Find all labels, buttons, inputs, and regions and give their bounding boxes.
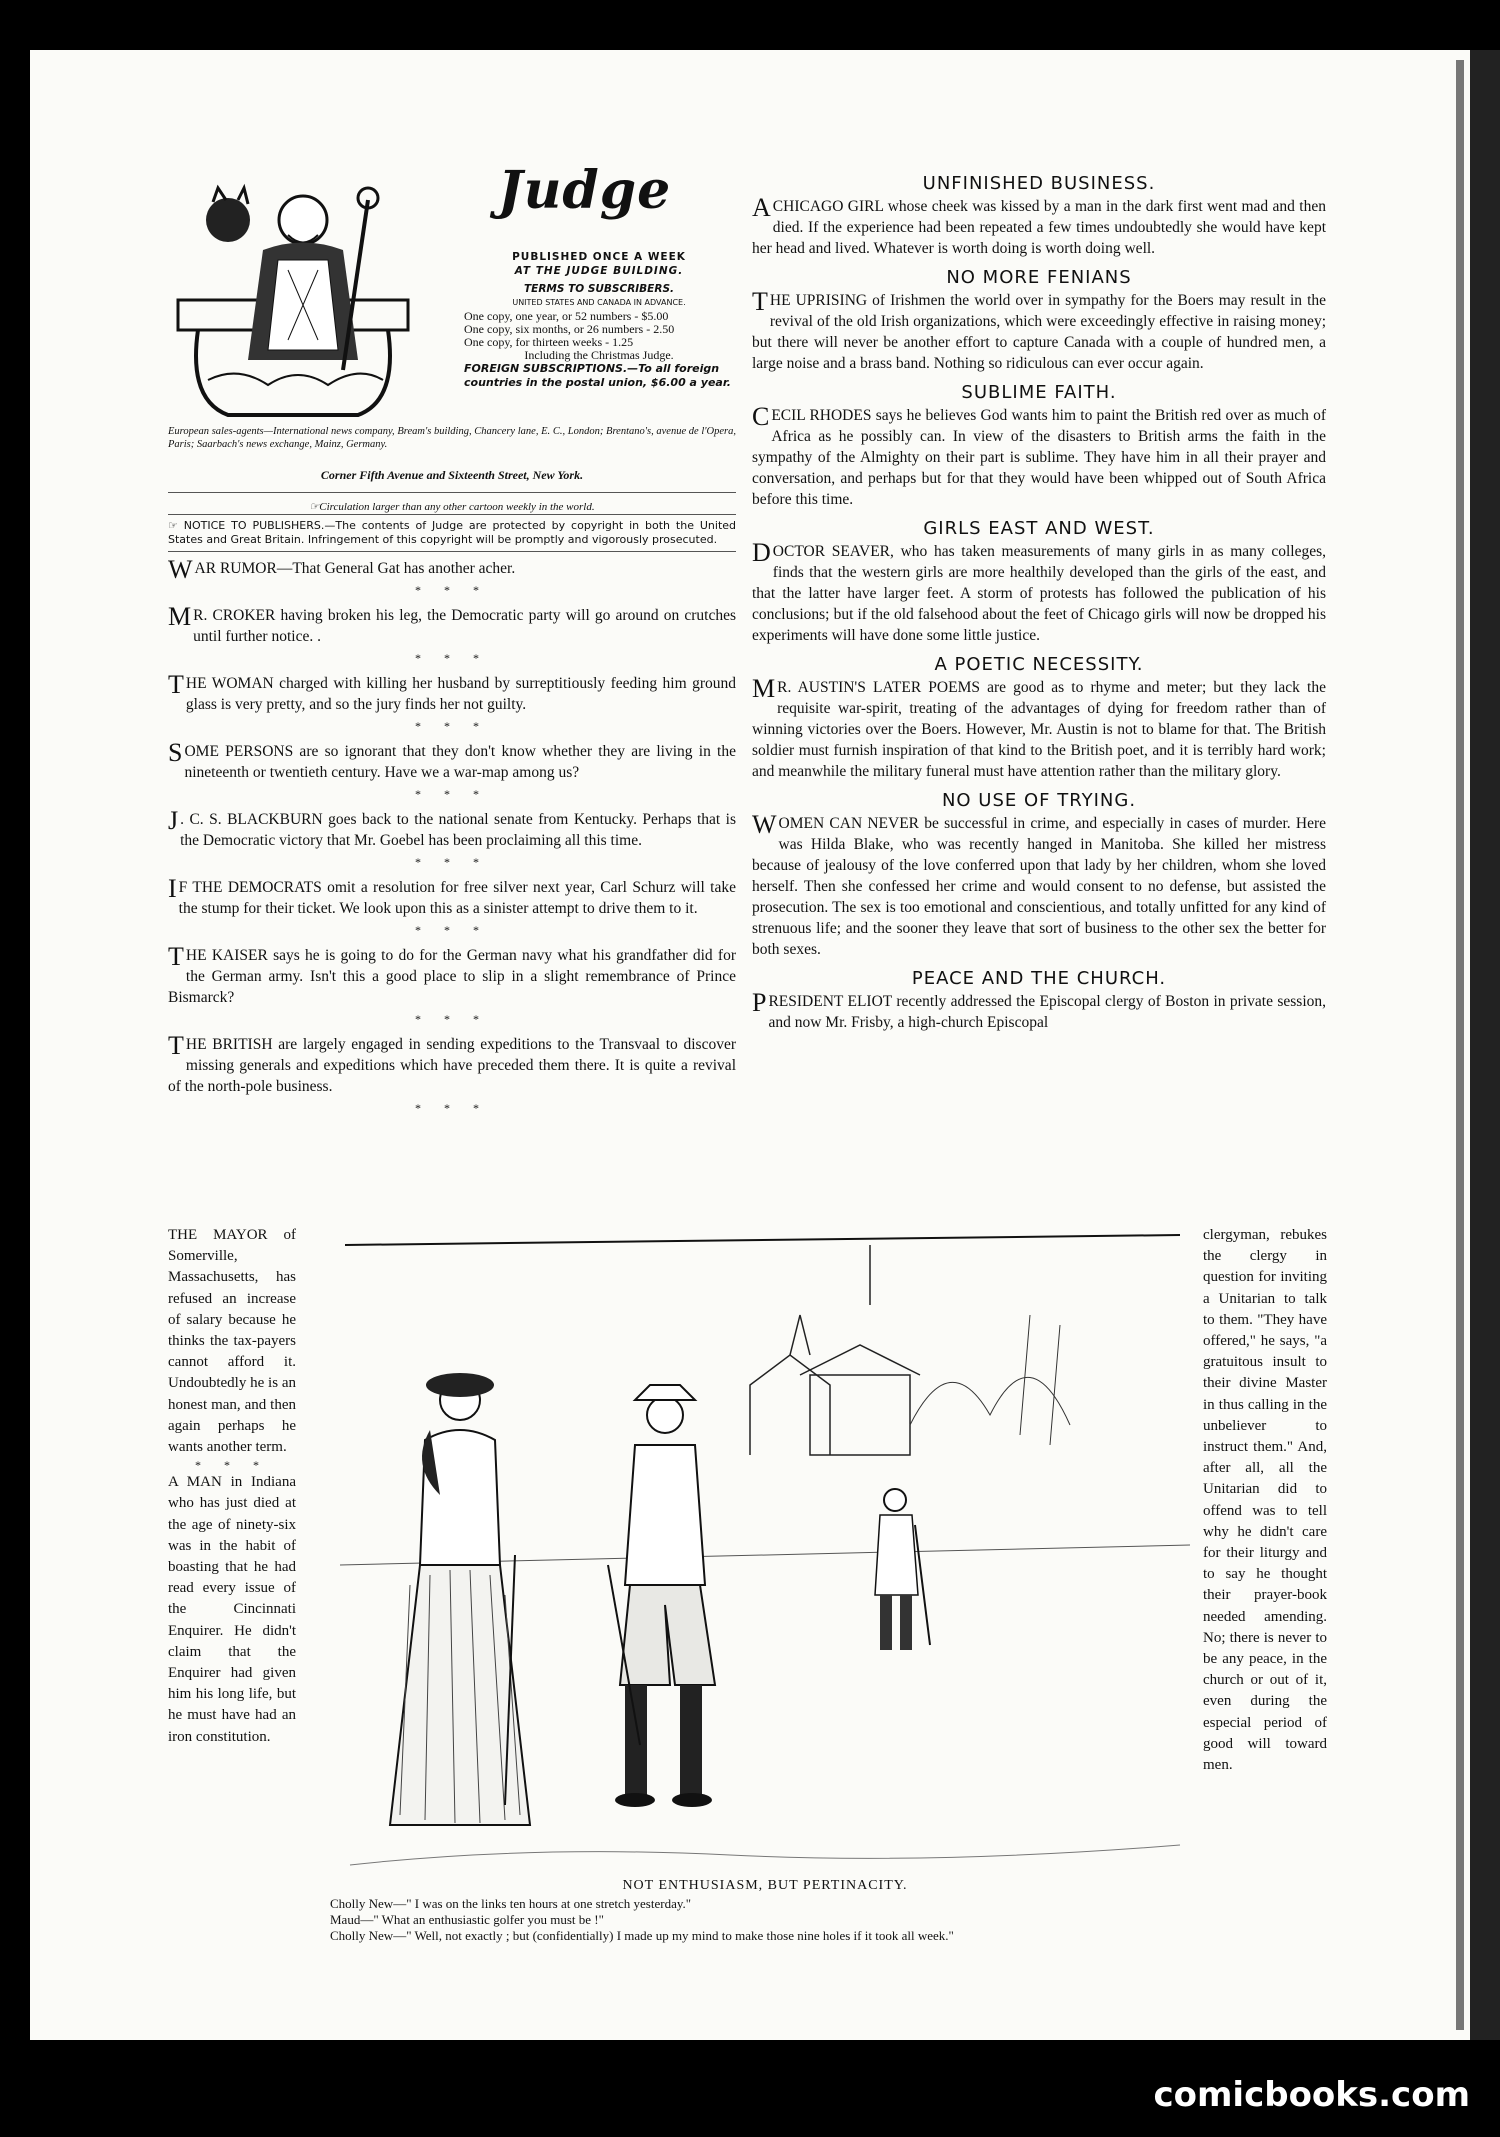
article-heading: GIRLS EAST AND WEST.: [923, 518, 1155, 539]
drop-cap: A: [752, 193, 771, 222]
region-line: UNITED STATES AND CANADA IN ADVANCE.: [512, 298, 686, 307]
article-body: [752, 674, 1326, 782]
article-text: be successful in crime, and especially in cases of murder. Here was Hilda Blake, who was recently hanged in Manitoba. She killed her mistress because of jealousy of the love conferred upon that lady by her children, whom she loved herself. Then she confessed her crime and would consent to no defense, but assisted the prosecution. The sex is too emotional and conscientious, and totally unfitted for any kind of strenuous life; and the sooner they leave that sort of business to the other sex the better for both sexes.: [752, 815, 1326, 958]
lead-in: HE UPRISING: [769, 292, 868, 309]
illustration-caption: [330, 1878, 1200, 1944]
separator-stars: * * *: [415, 583, 489, 597]
caption-line: Cholly New—" Well, not exactly ; but (confidentially) I made up my mind to make those nine holes if it took all week.": [330, 1928, 954, 1943]
article-text: recently addressed the Episcopal clergy of Boston in private session, and now Mr. Frisby, a high-church Episcopal: [768, 993, 1326, 1031]
lead-in: HE KAISER: [185, 947, 268, 964]
article-body: [752, 538, 1326, 646]
article-text: says he believes God wants him to paint the British red over as much of Africa as he possibly can. In view of the disasters to British arms the faith in the sympathy of the Almighty on their part is sublime. They have him in all their prayer and conversation, and perhaps but for that they would have been whipped out of South Africa before this time.: [752, 407, 1326, 508]
paragraph-text: charged with killing her husband by surreptitiously feeding him ground glass is very pretty, and so the jury finds her not guilty.: [185, 675, 736, 713]
left-paragraph: [168, 874, 736, 919]
paragraph-text: are so ignorant that they don't know whether they are living in the nineteenth or twentieth century. Have we a war-map among us?: [184, 743, 736, 781]
rate-line: One copy, six months, or 26 numbers - 2.50: [464, 322, 675, 336]
woman-figure: [390, 1373, 530, 1825]
article-heading: A POETIC NECESSITY.: [934, 654, 1144, 675]
drop-cap: C: [752, 402, 770, 431]
left-column: [168, 160, 737, 1115]
terms-title: TERMS TO SUBSCRIBERS.: [524, 283, 674, 295]
separator-stars: * * *: [195, 1458, 269, 1473]
drop-cap: D: [752, 538, 771, 567]
lead-in: R. CROKER: [193, 607, 276, 624]
left-paragraphs: [168, 555, 736, 1115]
article-text: , who has taken measurements of many girls in as many colleges, finds that the western girls are more healthily developed than the girls of the east, and that the latter have larger feet. A storm of protests has followed the publication of his conclusions; but if the old falsehood about the feet of Chicago girls will now be dropped his experiments will have done some little justice.: [752, 543, 1326, 644]
lead-in: F THE DEMOCRATS: [178, 879, 322, 896]
notice-to-publishers: ☞ NOTICE TO PUBLISHERS.—The contents of Judge are protected by copyright in both the United States and Great Britain. Infringement of this copyright will be promptly and vigorously prosecuted.: [168, 514, 736, 552]
right-column: [752, 165, 1326, 1037]
drop-cap: T: [168, 942, 184, 971]
lead-in: RESIDENT ELIOT: [768, 993, 892, 1010]
article-body: [752, 193, 1326, 259]
caption-title: NOT ENTHUSIASM, BUT PERTINACITY.: [622, 1878, 908, 1893]
drop-cap: T: [168, 1031, 184, 1060]
lower-left-column: [168, 1225, 296, 1748]
sales-agents: European sales-agents—International news company, Bream's building, Chancery lane, E. C., London; Brentano's, avenue de l'Opera, Paris; Saarbach's news exchange, Mainz, Germany.: [168, 426, 736, 450]
caddie-figure: [875, 1489, 930, 1650]
paragraph-text: goes back to the national senate from Kentucky. Perhaps that is the Democratic victory that Mr. Goebel has been proclaiming all this time.: [180, 811, 736, 849]
article-body: [752, 287, 1326, 374]
article-body: [752, 810, 1326, 960]
separator-stars: * * *: [415, 787, 489, 801]
paragraph-text: having broken his leg, the Democratic party will go around on crutches until further notice. .: [193, 607, 736, 645]
caption-line: Maud—" What an enthusiastic golfer you must be !": [330, 1912, 604, 1927]
paragraph-text: omit a resolution for free silver next year, Carl Schurz will take the stump for their ticket. We look upon this as a sinister attempt to drive them to it.: [178, 879, 736, 917]
circulation-note: ☞Circulation larger than any other cartoon weekly in the world.: [168, 492, 736, 518]
mayor-paragraph: THE MAYOR of Somerville, Massachusetts, has refused an increase of salary because he thinks the tax-payers cannot afford it. Undoubtedly he is an honest man, and then again perhaps he wants another term.: [168, 1227, 296, 1456]
article-text: of Irishmen the world over in sympathy for the Boers may result in the revival of the old Irish organizations, which were exceedingly effective in raising money; but there will never be another effort to capture Canada with a couple of hundred men, a large noise and a brass band. Nothing so ridiculous can ever occur again.: [752, 292, 1326, 372]
rate-line: One copy, one year, or 52 numbers - $5.00: [464, 309, 669, 323]
background-trees: [910, 1315, 1070, 1445]
lead-in: R. AUSTIN'S LATER POEMS: [777, 679, 980, 696]
page-edge: [1456, 60, 1464, 2030]
article-heading: UNFINISHED BUSINESS.: [922, 173, 1156, 194]
masthead: [168, 160, 737, 550]
separator-stars: * * *: [415, 1012, 489, 1026]
paragraph-text: are largely engaged in sending expeditions to the Transvaal to discover missing generals and expeditions which have preceded them there. It is quite a revival of the north-pole business.: [168, 1036, 736, 1095]
lead-in: OCTOR SEAVER: [772, 543, 891, 560]
address: Corner Fifth Avenue and Sixteenth Street, New York.: [320, 468, 584, 482]
drop-cap: S: [168, 738, 183, 767]
article-body: [752, 988, 1326, 1033]
separator-stars: * * *: [415, 855, 489, 869]
foreign-subscriptions: FOREIGN SUBSCRIPTIONS.—To all foreign countries in the postal union, $6.00 a year.: [464, 362, 731, 389]
article-heading: PEACE AND THE CHURCH.: [911, 968, 1167, 989]
binding-strip: [1470, 50, 1500, 2040]
building-line: AT THE JUDGE BUILDING.: [514, 265, 684, 277]
article-text: whose cheek was kissed by a man in the dark first went mad and then died. If the experience had been repeated a few times undoubtedly she would have kept her head and lived. Whatever is worth doing is worth doing well.: [752, 198, 1326, 257]
golf-illustration: [330, 1225, 1200, 1875]
lead-in: OMEN CAN NEVER: [778, 815, 920, 832]
subscription-rates: [464, 310, 734, 362]
left-paragraph: [168, 738, 736, 783]
publication-info: [464, 250, 734, 390]
right-articles: [752, 173, 1326, 1033]
lead-in: . C. S. BLACKBURN: [180, 811, 323, 828]
drop-cap: M: [752, 674, 776, 703]
left-paragraph: [168, 1031, 736, 1097]
article-text: are good as to rhyme and meter; but they lack the requisite war-spirit, treating of the advantages of dying for freedom rather than of winning victories over the Boers. However, Mr. Austin is not to blame for that. The British soldier must furnish inspiration of that kind to the British poet, and it is terribly hard work; and meanwhile the military funeral must have attention rather than the military glory.: [752, 679, 1326, 780]
paragraph-text: says he is going to do for the German navy what his grandfather did for the German army. Isn't this a good place to slip in a slight remembrance of Prince Bismarck?: [168, 947, 736, 1006]
article-heading: SUBLIME FAITH.: [961, 382, 1117, 403]
background-building: [750, 1245, 920, 1455]
separator-stars: * * *: [415, 1101, 489, 1115]
church-continuation: clergyman, rebukes the clergy in question for inviting a Unitarian to talk to them. "They have offered," he says, "a gratuitous insult to their divine Master in thus calling in the unbeliever to instruct them." And, after all, all the Unitarian did to offend was to tell why he didn't care for their liturgy and to say he thought their prayer-book needed amending. No; there is never to be any peace, in the church or out of it, even during the especial period of good will toward men.: [1203, 1227, 1327, 1774]
logo: Judge: [498, 160, 672, 221]
article-heading: NO MORE FENIANS: [946, 267, 1132, 288]
left-paragraph: [168, 555, 736, 584]
left-paragraph: [168, 670, 736, 715]
drop-cap: T: [168, 670, 184, 699]
indiana-paragraph: A MAN in Indiana who has just died at the age of ninety-six was in the habit of boasting that he had read every issue of the Cincinnati Enquirer. He didn't claim that the Enquirer had given him his long life, but he must have had an iron constitution.: [168, 1474, 296, 1745]
article-body: [752, 402, 1326, 510]
lead-in: ECIL RHODES: [771, 407, 872, 424]
lead-in: HE BRITISH: [185, 1036, 273, 1053]
separator-stars: * * *: [415, 923, 489, 937]
drop-cap: M: [168, 602, 192, 631]
article-heading: NO USE OF TRYING.: [941, 790, 1137, 811]
caption-line: Cholly New—" I was on the links ten hours at one stretch yesterday.": [330, 1896, 692, 1911]
drop-cap: W: [168, 555, 193, 584]
lead-in: OME PERSONS: [184, 743, 294, 760]
man-figure: [608, 1385, 715, 1807]
masthead-illustration: [168, 180, 418, 420]
watermark: comicbooks.com: [1153, 2075, 1470, 2115]
paragraph-text: —That General Gat has another acher.: [276, 560, 516, 577]
drop-cap: P: [752, 988, 767, 1017]
lead-in: CHICAGO GIRL: [772, 198, 884, 215]
separator-stars: * * *: [415, 719, 489, 733]
drop-cap: W: [752, 810, 777, 839]
separator-stars: * * *: [415, 651, 489, 665]
drop-cap: T: [752, 287, 768, 316]
left-paragraph: [168, 602, 736, 647]
drop-cap: I: [168, 874, 177, 903]
left-paragraph: [168, 942, 736, 1008]
rate-line: One copy, for thirteen weeks - 1.25: [464, 335, 634, 349]
drop-cap: J: [168, 806, 179, 835]
lead-in: HE WOMAN: [185, 675, 274, 692]
published-line: PUBLISHED ONCE A WEEK: [512, 251, 686, 263]
lead-in: AR RUMOR: [194, 560, 277, 577]
rate-line: Including the Christmas Judge.: [524, 348, 674, 362]
lower-right-column: [1203, 1225, 1327, 1776]
left-paragraph: [168, 806, 736, 851]
